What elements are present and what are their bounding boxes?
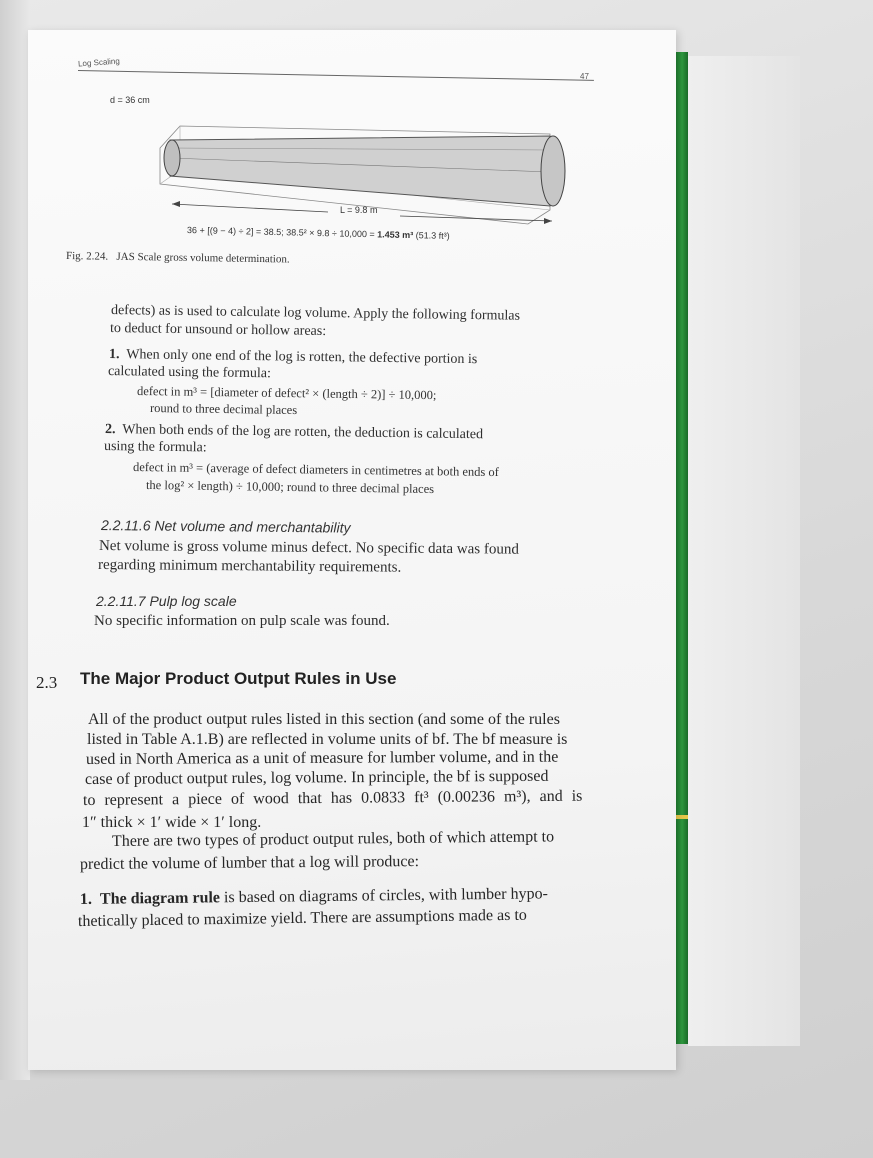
para2-line3: used in North America as a unit of measure for lumber volume, and in the xyxy=(85,748,559,768)
running-head: Log Scaling xyxy=(77,56,121,69)
length-label: L = 9.8 m xyxy=(340,205,378,215)
subsection-heading-2-2-11-6: 2.2.11.6 Net volume and merchantability xyxy=(100,517,351,536)
bookmark-ribbon xyxy=(676,815,688,819)
book-page-stack xyxy=(688,56,800,1046)
list-item-diagram-rule-line2: thetically placed to maximize yield. There are assumptions made as to xyxy=(77,906,527,930)
list-item-2-line2: using the formula: xyxy=(103,439,207,456)
section-number: 2.3 xyxy=(36,673,58,692)
diameter-label: d = 36 cm xyxy=(110,95,150,105)
list-item-diagram-rule: 1. The diagram rule is based on diagrams of circles, with lumber hypo- xyxy=(79,885,548,908)
formula-2-line1: defect in m³ = (average of defect diameters in centimetres at both ends of xyxy=(132,460,499,480)
sub1-line2: regarding minimum merchantability requirements. xyxy=(97,557,402,576)
section-title: The Major Product Output Rules in Use xyxy=(80,669,397,688)
para3-line2: predict the volume of lumber that a log will produce: xyxy=(79,853,420,873)
sub2-line1: No specific information on pulp scale was found. xyxy=(94,613,390,629)
sub1-line1: Net volume is gross volume minus defect. No specific data was found xyxy=(98,538,519,558)
left-page-edge xyxy=(0,0,30,1080)
para2-line4: case of product output rules, log volume. In principle, the bf is supposed xyxy=(84,767,549,788)
para2-line6: 1″ thick × 1′ wide × 1′ long. xyxy=(82,814,262,831)
list-item-1-line1: 1. When only one end of the log is rotten, the defective portion is xyxy=(108,347,478,368)
list-item-2-line1: 2. When both ends of the log are rotten, the deduction is calculated xyxy=(104,422,484,443)
figure-caption: Fig. 2.24. JAS Scale gross volume determination. xyxy=(65,250,290,266)
formula-1-line2: round to three decimal places xyxy=(149,401,298,418)
figure-formula: 36 + [(9 − 4) ÷ 2] = 38.5; 38.5² × 9.8 ÷ 10,000 = 1.453 m³ (51.3 ft³) xyxy=(186,225,450,241)
para2-line2: listed in Table A.1.B) are reflected in volume units of bf. The bf measure is xyxy=(87,731,568,748)
para3-line1: There are two types of product output rules, both of which attempt to xyxy=(111,828,555,850)
formula-2-line2: the log² × length) ÷ 10,000; round to three decimal places xyxy=(145,478,435,497)
list-item-1-line2: calculated using the formula: xyxy=(107,364,271,382)
page-number: 47 xyxy=(580,72,589,81)
subsection-heading-2-2-11-7: 2.2.11.7 Pulp log scale xyxy=(96,593,237,609)
para2-line1: All of the product output rules listed in this section (and some of the rules xyxy=(88,711,560,728)
para1-line1: defects) as is used to calculate log volume. Apply the following formulas xyxy=(110,303,521,324)
para1-line2: to deduct for unsound or hollow areas: xyxy=(109,321,327,340)
book-cover-edge xyxy=(676,52,688,1044)
formula-1-line1: defect in m³ = [diameter of defect² × (length ÷ 2)] ÷ 10,000; xyxy=(136,384,437,403)
para2-line5: to represent a piece of wood that has 0.0833 ft³ (0.00236 m³), and is xyxy=(82,787,583,809)
